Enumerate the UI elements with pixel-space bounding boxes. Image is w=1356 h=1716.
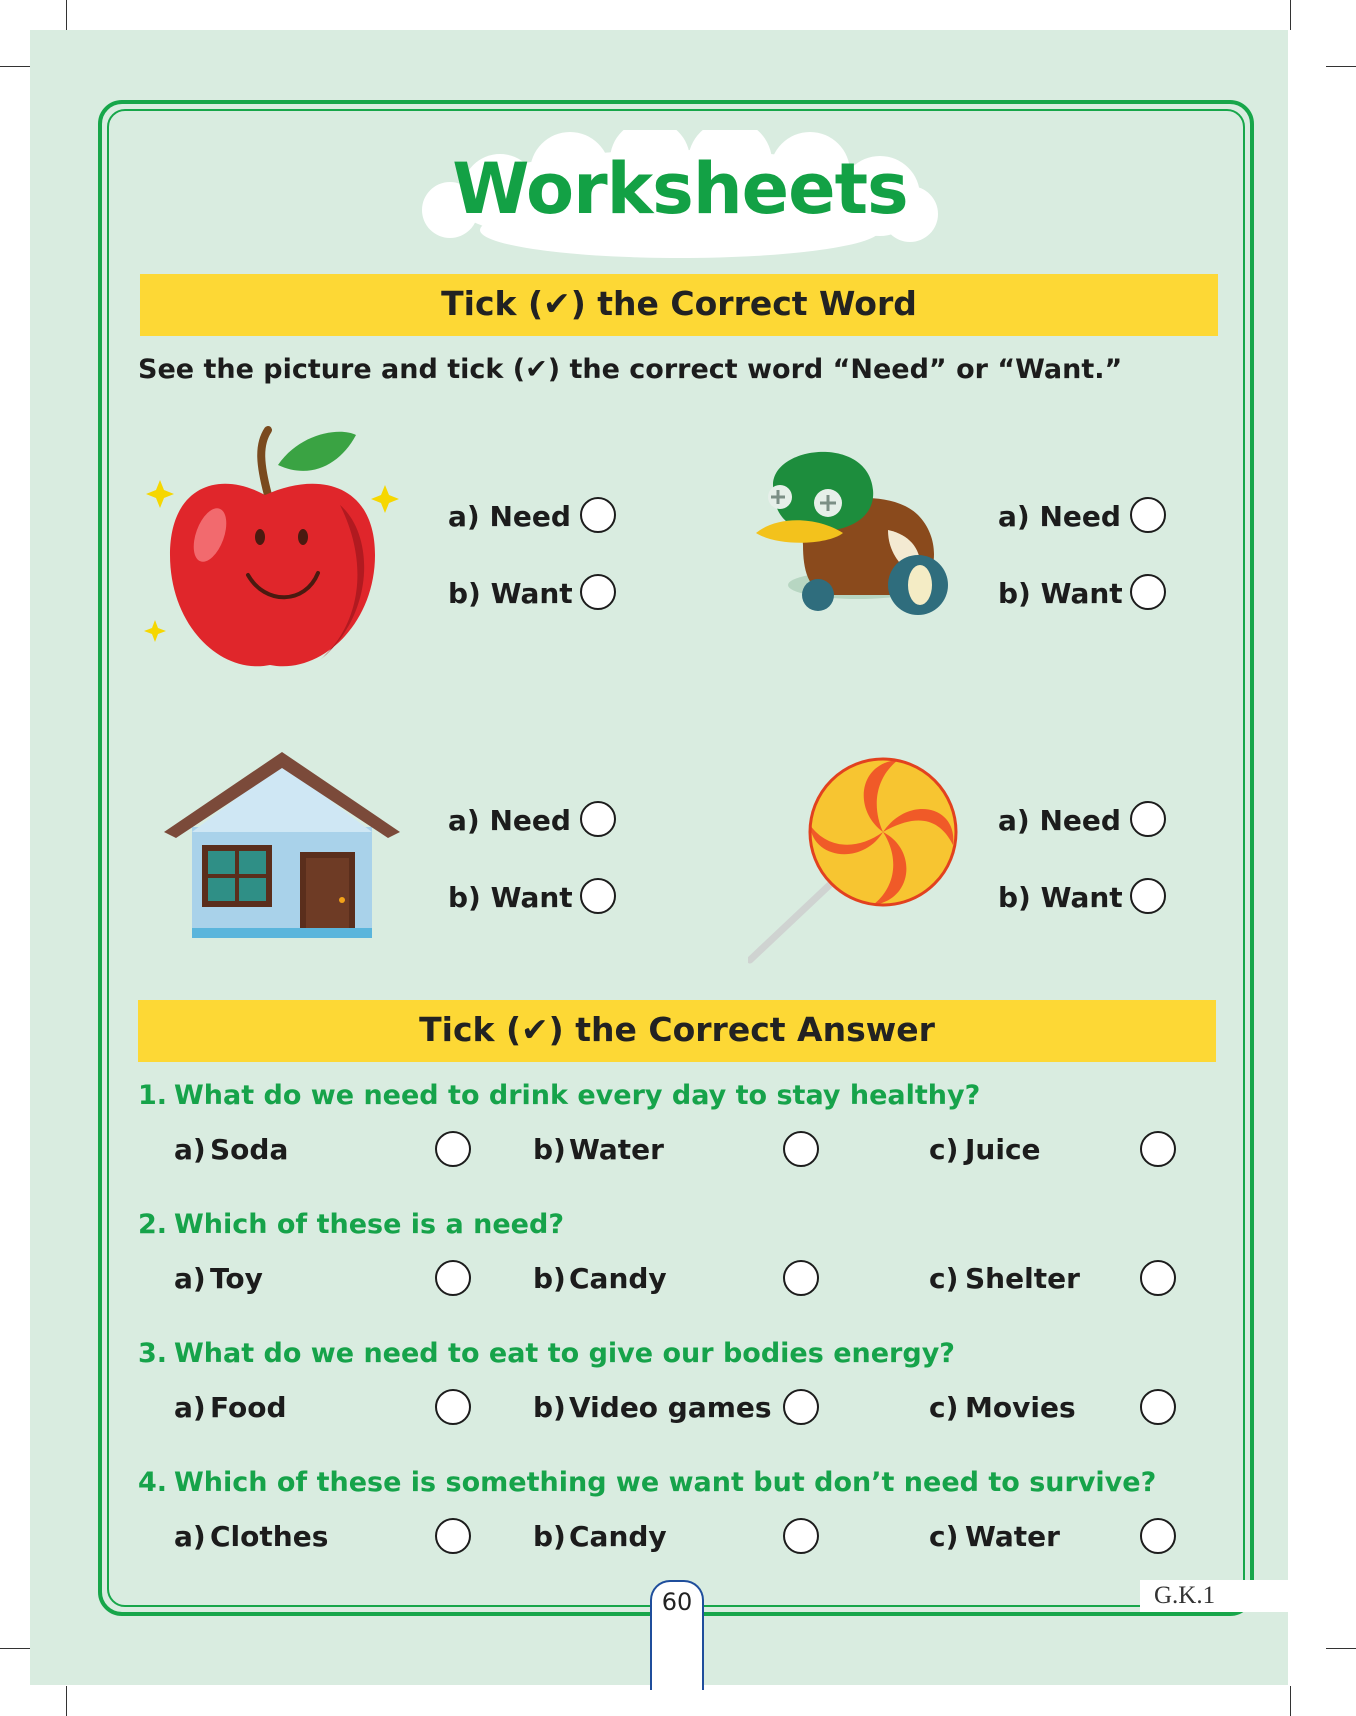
page-title: Worksheets <box>452 148 908 230</box>
answer-option: a) Clothes <box>174 1520 329 1553</box>
question-number: 4. <box>138 1467 168 1498</box>
answer-option: c) Movies <box>929 1391 1076 1424</box>
answer-option: c) Water <box>929 1520 1060 1553</box>
answer-option: b) Candy <box>533 1520 667 1553</box>
tick-circle[interactable] <box>435 1389 471 1425</box>
tick-circle[interactable] <box>783 1518 819 1554</box>
tick-circle[interactable] <box>1130 878 1166 914</box>
question <box>138 1080 980 1111</box>
section-heading-correct-word: Tick (✔) the Correct Word <box>140 274 1218 336</box>
crop-mark <box>66 1686 67 1716</box>
tick-circle[interactable] <box>1130 497 1166 533</box>
tick-circle[interactable] <box>580 497 616 533</box>
section-heading-correct-answer: Tick (✔) the Correct Answer <box>138 1000 1216 1062</box>
crop-mark <box>0 66 30 67</box>
answer-option: c) Juice <box>929 1133 1041 1166</box>
tick-circle[interactable] <box>1140 1518 1176 1554</box>
tick-circle[interactable] <box>435 1518 471 1554</box>
tick-circle[interactable] <box>1140 1260 1176 1296</box>
question-number: 1. <box>138 1080 168 1111</box>
tick-circle[interactable] <box>783 1131 819 1167</box>
book-code: G.K.1 <box>1140 1580 1290 1612</box>
tick-circle[interactable] <box>1130 801 1166 837</box>
question-text: Which of these is something we want but don’t need to survive? <box>174 1467 1157 1498</box>
apple-icon <box>140 425 400 685</box>
page-number: 60 <box>661 1588 693 1616</box>
question <box>138 1209 564 1240</box>
crop-mark <box>1326 66 1356 67</box>
crop-mark <box>1290 0 1291 30</box>
toy-duck-icon <box>748 435 968 635</box>
house-icon <box>162 752 402 952</box>
crop-mark <box>1290 1686 1291 1716</box>
question-text: Which of these is a need? <box>174 1209 564 1240</box>
instruction-text: See the picture and tick (✔) the correct word “Need” or “Want.” <box>138 354 1123 385</box>
tick-circle[interactable] <box>1140 1389 1176 1425</box>
answer-option: a) Soda <box>174 1133 289 1166</box>
tick-circle[interactable] <box>580 801 616 837</box>
option-want: b) Want <box>998 577 1123 610</box>
tick-circle[interactable] <box>580 878 616 914</box>
option-need: a) Need <box>998 500 1121 533</box>
tick-circle[interactable] <box>1130 574 1166 610</box>
option-want: b) Want <box>448 881 573 914</box>
option-need: a) Need <box>448 804 571 837</box>
option-want: b) Want <box>448 577 573 610</box>
tick-circle[interactable] <box>580 574 616 610</box>
question-number: 2. <box>138 1209 168 1240</box>
lollipop-icon <box>748 755 968 975</box>
answer-option: b) Water <box>533 1133 664 1166</box>
tick-circle[interactable] <box>435 1131 471 1167</box>
answer-option: a) Food <box>174 1391 287 1424</box>
option-want: b) Want <box>998 881 1123 914</box>
crop-mark <box>66 0 67 30</box>
tick-circle[interactable] <box>435 1260 471 1296</box>
answer-option: b) Video games <box>533 1391 772 1424</box>
question-number: 3. <box>138 1338 168 1369</box>
crop-mark <box>0 1648 30 1649</box>
crop-mark <box>1326 1648 1356 1649</box>
tick-circle[interactable] <box>783 1389 819 1425</box>
answer-option: a) Toy <box>174 1262 263 1295</box>
tick-circle[interactable] <box>783 1260 819 1296</box>
question <box>138 1338 955 1369</box>
question-text: What do we need to eat to give our bodies energy? <box>174 1338 955 1369</box>
tick-circle[interactable] <box>1140 1131 1176 1167</box>
option-need: a) Need <box>448 500 571 533</box>
question <box>138 1467 1156 1498</box>
option-need: a) Need <box>998 804 1121 837</box>
answer-option: b) Candy <box>533 1262 667 1295</box>
question-text: What do we need to drink every day to stay healthy? <box>174 1080 981 1111</box>
answer-option: c) Shelter <box>929 1262 1080 1295</box>
